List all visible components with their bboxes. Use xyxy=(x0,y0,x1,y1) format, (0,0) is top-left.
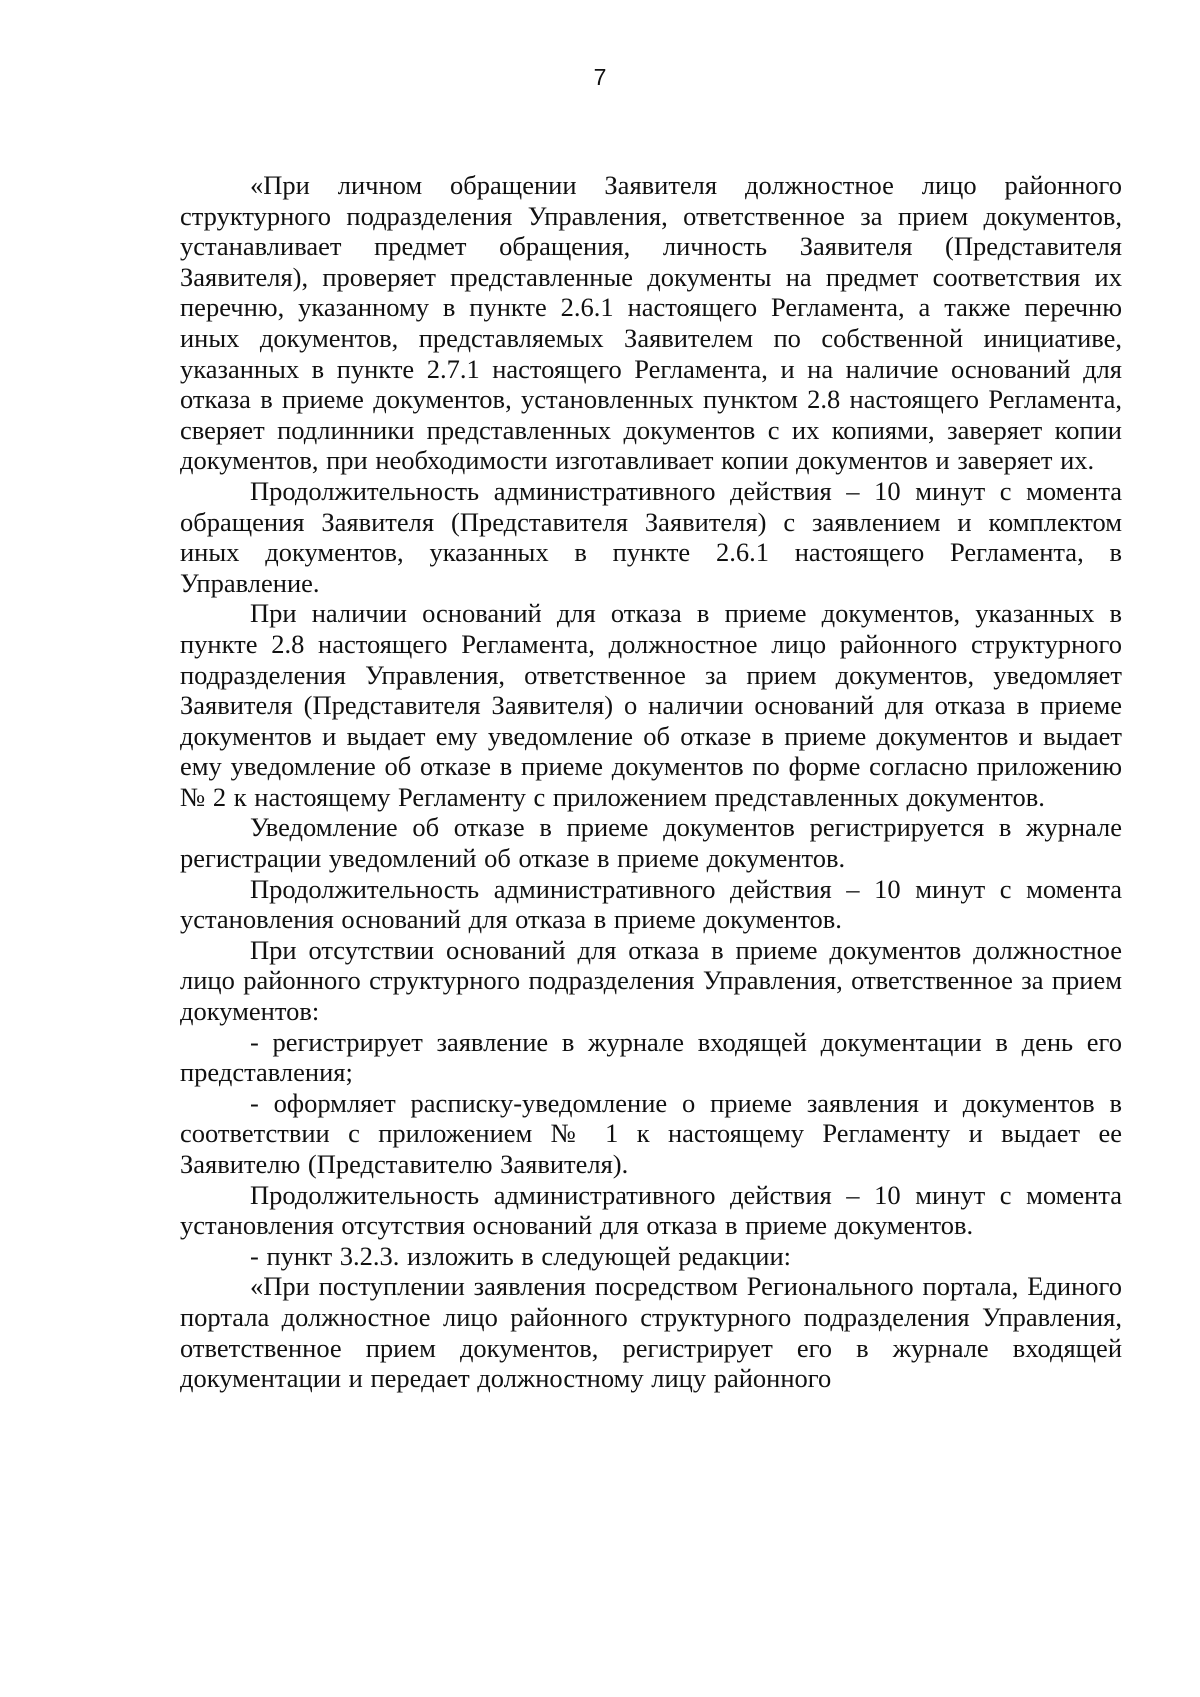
paragraph-duration-no-refusal: Продолжительность административного действия – 10 минут с момента установления отсутствия оснований для отказа в приеме документов. xyxy=(180,1179,1122,1241)
paragraph-duration-refusal: Продолжительность административного действия – 10 минут с момента установления оснований для отказа в приеме документов. xyxy=(180,873,1122,935)
paragraph-duration-appeal: Продолжительность административного действия – 10 минут с момента обращения Заявителя (Представителя Заявителя) с заявлением и комплектом иных документов, указанных в пункте 2.6.1 настоящего Регламента, в Управление. xyxy=(180,475,1122,598)
paragraph-refusal-registration: Уведомление об отказе в приеме документов регистрируется в журнале регистрации уведомлений об отказе в приеме документов. xyxy=(180,812,1122,874)
paragraph-item-3-2-3: - пункт 3.2.3. изложить в следующей редакции: xyxy=(250,1240,792,1271)
paragraph-refusal-grounds: При наличии оснований для отказа в приеме документов, указанных в пункте 2.8 настоящего Регламента, должностное лицо районного структурного подразделения Управления, ответственное за прием документов, уведомляет Заявителя (Представителя Заявителя) о наличии оснований для отказа в приеме документов и выдает ему уведомление об отказе в приеме документов и выдает ему уведомление об отказе в приеме документов по форме согласно приложению № 2 к настоящему Регламенту с приложением представленных документов. xyxy=(180,598,1122,812)
paragraph-personal-appeal: «При личном обращении Заявителя должностное лицо районного структурного подразделения Управления, ответственное за прием документов, устанавливает предмет обращения, личность Заявителя (Представителя Заявителя), проверяет представленные документы на предмет соответствия их перечню, указанному в пункте 2.6.1 настоящего Регламента, а также перечню иных документов, представляемых Заявителем по собственной инициативе, указанных в пункте 2.7.1 настоящего Регламента, и на наличие оснований для отказа в приеме документов, установленных пунктом 2.8 настоящего Регламента, сверяет подлинники представленных документов с их копиями, заверяет копии документов, при необходимости изготавливает копии документов и заверяет их. xyxy=(180,170,1122,476)
paragraph-registers-application: - регистрирует заявление в журнале входящей документации в день его представления; xyxy=(180,1026,1122,1088)
paragraph-portal-receipt: «При поступлении заявления посредством Регионального портала, Единого портала должностное лицо районного структурного подразделения Управления, ответственное прием документов, регистрирует его в журнале входящей документации и передает должностному лицу районного xyxy=(180,1271,1122,1394)
document-body xyxy=(180,170,1122,1394)
page-number: 7 xyxy=(593,64,607,90)
paragraph-issues-receipt: - оформляет расписку-уведомление о приеме заявления и документов в соответствии с приложением № 1 к настоящему Регламенту и выдает ее Заявителю (Представителю Заявителя). xyxy=(180,1087,1122,1179)
paragraph-no-refusal-grounds: При отсутствии оснований для отказа в приеме документов должностное лицо районного структурного подразделения Управления, ответственное за прием документов: xyxy=(180,934,1122,1027)
